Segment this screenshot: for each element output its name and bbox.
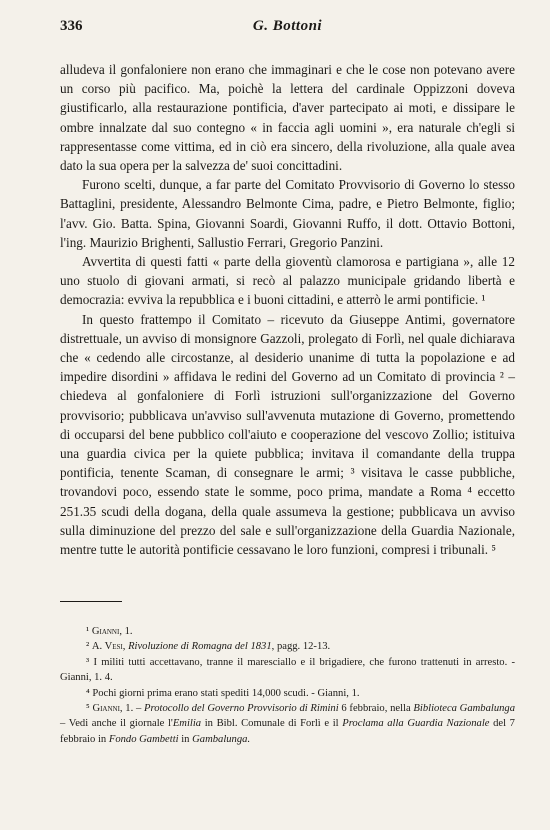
footnote-rule xyxy=(60,601,122,602)
footnote-mark: ³ xyxy=(86,656,90,668)
footnote-text: I militi tutti accettavano, tranne il maresciallo e il brigadiere, che furono trattenuti in arresto. - Gianni, 1. 4. xyxy=(60,656,515,684)
footnote-mark: ⁵ xyxy=(86,703,90,715)
body-text xyxy=(60,60,515,559)
footnote-author: Gianni xyxy=(92,703,120,715)
footnote-author: Gianni xyxy=(91,626,120,637)
page-header xyxy=(60,18,515,38)
footnote-text: , pagg. 12-13. xyxy=(271,641,331,653)
footnote xyxy=(60,701,515,747)
footnote-title: Proclama alla Guardia Nazionale xyxy=(342,718,490,730)
footnote-text: 6 febbraio, nella xyxy=(338,703,414,715)
footnote: ² A. Vesi, Rivoluzione di Romagna del 1831, pagg. 12-13. xyxy=(86,641,331,653)
footnote-text: , 1. – xyxy=(119,703,144,715)
footnote-text: Pochi giorni prima erano stati spediti 14,000 scudi. - Gianni, 1. xyxy=(92,687,360,699)
paragraph: alludeva il gonfaloniere non erano che immaginari e che le cose non potevano avere un corso più pacifico. Ma, poichè la lettera del cardinale Oppizzoni doveva giustificarlo, alla restaurazione pontificia, d'aver partecipato ai moti, e dissipare le ombre innalzate dal suo contegno « in faccia agli uomini », era naturale ch'egli si rappresentasse come vittima, ed in ciò era sincero, della rivoluzione, alla quale avea dato la sua opera per la salvezza de' suoi concittadini. xyxy=(60,62,515,174)
footnote-title: Biblioteca Gambalunga xyxy=(413,703,516,715)
footnote-title: Fondo Gambetti xyxy=(108,733,179,745)
running-head: G. Bottoni xyxy=(252,18,323,34)
footnote-title: Emilia xyxy=(172,718,202,730)
footnote-mark: ⁴ xyxy=(86,687,90,699)
footnote xyxy=(60,624,515,639)
footnote xyxy=(60,655,515,686)
footnote-title: Gambalunga. xyxy=(192,733,251,745)
paragraph: Furono scelti, dunque, a far parte del Comitato Provvisorio di Governo lo stesso Battaglini, presidente, Alessandro Belmonte Cima, padre, e Pietro Belmonte, figlio; l'avv. Gio. Batta. Spina, Giovanni Soardi, Giovanni Ruffo, il dott. Ottavio Bottoni, l'ing. Maurizio Brighenti, Sallustio Ferrari, Gregorio Panzini. xyxy=(60,177,515,250)
footnote-mark: ² xyxy=(86,641,90,653)
footnotes xyxy=(60,624,515,747)
footnote-text: in Bibl. Comunale di Forlì e il xyxy=(201,718,343,730)
footnote-text: , 1. xyxy=(119,626,133,637)
footnote-text: – Vedi anche il giornale l' xyxy=(60,718,173,730)
paragraph: In questo frattempo il Comitato – ricevuto da Giuseppe Antimi, governatore distrettuale, un avviso di monsignore Gazzoli, prolegato di Forlì, nel quale dichiarava che « cedendo alle circostanze, al desiderio unanime di tutta la popolazione e ad impedire disordini » affidava le redini del Governo ad un Comitato di provincia ² – chiedeva al gonfaloniere di Forlì istruzioni sull'organizzazione del Governo provvisorio; pubblicava un'avviso sull'avvenuta mutazione di Governo, promettendo di occuparsi del bene pubblico coll'aiuto e cooperazione del vescovo Zollio; istituiva una guardia civica per la quiete pubblica; invitava il comandante della truppa pontificia, tenente Scaman, di consegnare le armi; ³ visitava le casse pubbliche, trovandovi poco, essendo state le somme, poco prima, mandate a Roma ⁴ eccetto 251.35 scudi della dogana, della quale assumeva la gestione; pubblicava un avviso sulla diminuzione del prezzo del sale e sull'organizzazione della Guardia Nazionale, mentre tutte le autorità pontificie cessavano le loro funzioni, compresi i tribunali. ⁵ xyxy=(60,311,515,558)
footnote xyxy=(60,686,515,701)
footnote-title: Rivoluzione di Romagna del 1831 xyxy=(128,641,272,653)
footnote-mark: ¹ xyxy=(86,626,90,637)
footnote-title: Protocollo del Governo Provvisorio di Rimini xyxy=(144,703,339,715)
footnote-text: del 7 febbraio in xyxy=(60,718,515,745)
footnote-text: in xyxy=(178,733,193,745)
footnote-author: A. Vesi xyxy=(91,641,123,653)
paragraph: Avvertita di questi fatti « parte della gioventù clamorosa e partigiana », alle 12 uno stuolo di giovani armati, si recò al palazzo municipale gridando libertà e democrazia: evviva la repubblica e i buoni cittadini, e atterrò le armi pontificie. ¹ xyxy=(60,254,515,308)
page-number: 336 xyxy=(60,18,83,34)
